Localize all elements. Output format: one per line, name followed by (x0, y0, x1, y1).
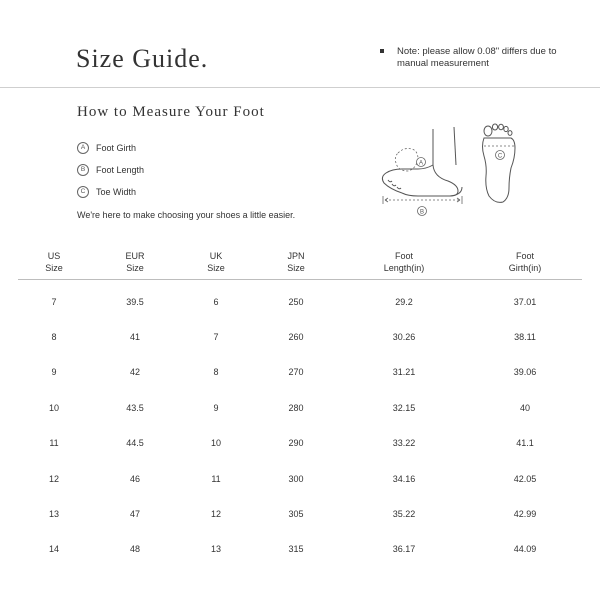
legend-item-foot-girth (77, 137, 144, 159)
cell-eur: 39.5 (126, 296, 144, 307)
cell-jpn: 270 (288, 367, 304, 378)
cell-jpn: 300 (288, 473, 304, 484)
section-title: How to Measure Your Foot (77, 104, 265, 120)
cell-foot-length: 36.17 (392, 544, 416, 555)
cell-foot-girth: 37.01 (513, 296, 537, 307)
cell-jpn: 290 (288, 438, 304, 449)
legend-label: Foot Girth (96, 143, 137, 153)
cell-jpn: 280 (288, 402, 304, 413)
cell-eur: 43.5 (126, 402, 144, 413)
cell-foot-girth: 41.1 (516, 438, 534, 449)
cell-uk: 11 (211, 473, 221, 484)
cell-eur: 41 (129, 332, 140, 343)
header-divider (0, 87, 600, 88)
cell-us: 8 (51, 332, 57, 343)
table-row (18, 532, 582, 567)
header-jpn-size: JPN Size (252, 244, 340, 280)
cell-foot-girth: 38.11 (514, 332, 536, 343)
header-foot-girth: Foot Girth(in) (468, 244, 582, 280)
cell-foot-length: 30.26 (392, 332, 416, 343)
cell-foot-length: 33.22 (392, 438, 416, 449)
marker-b-label: B (419, 209, 425, 216)
legend-label: Toe Width (96, 187, 137, 197)
note-text: Note: please allow 0.08" differs due to manual measurement (397, 46, 557, 69)
measurement-note (385, 46, 585, 70)
cell-foot-length: 31.21 (392, 367, 416, 378)
header-us-size: US Size (18, 244, 90, 280)
table-header-row (18, 244, 582, 280)
table-row (18, 426, 582, 461)
cell-us: 13 (48, 509, 59, 520)
cell-foot-girth: 42.99 (513, 509, 537, 520)
circled-b-icon: B (77, 164, 89, 176)
intro-text: We're here to make choosing your shoes a little easier. (77, 210, 296, 220)
cell-us: 14 (48, 544, 59, 555)
cell-eur: 47 (129, 509, 140, 520)
table-row (18, 319, 582, 354)
legend-item-toe-width (77, 181, 144, 203)
circled-c-icon: C (77, 186, 89, 198)
cell-eur: 46 (129, 473, 140, 484)
header-eur-size: EUR Size (90, 244, 180, 280)
cell-us: 9 (51, 367, 57, 378)
cell-foot-length: 34.16 (392, 473, 416, 484)
circled-a-icon: A (77, 142, 89, 154)
table-row (18, 496, 582, 531)
cell-uk: 9 (213, 402, 219, 413)
cell-uk: 6 (213, 296, 219, 307)
cell-foot-length: 29.2 (395, 296, 413, 307)
cell-eur: 48 (129, 544, 140, 555)
cell-jpn: 250 (288, 296, 304, 307)
cell-foot-length: 32.15 (392, 402, 416, 413)
cell-eur: 44.5 (126, 438, 144, 449)
cell-uk: 8 (213, 367, 219, 378)
marker-a-label: A (418, 160, 424, 167)
legend-label: Foot Length (96, 165, 145, 175)
measurement-legend (77, 137, 144, 203)
table-row (18, 355, 582, 390)
marker-c-label: C (497, 153, 503, 160)
cell-foot-girth: 44.09 (513, 544, 537, 555)
cell-us: 11 (49, 438, 59, 449)
cell-foot-length: 35.22 (392, 509, 416, 520)
legend-item-foot-length (77, 159, 144, 181)
bullet-icon (380, 49, 384, 53)
cell-foot-girth: 40 (519, 402, 530, 413)
cell-us: 12 (48, 473, 59, 484)
cell-uk: 10 (210, 438, 221, 449)
table-row (18, 280, 582, 320)
cell-jpn: 315 (288, 544, 304, 555)
cell-jpn: 305 (288, 509, 304, 520)
header-uk-size: UK Size (180, 244, 252, 280)
foot-sole-view-diagram (475, 122, 525, 207)
cell-uk: 13 (210, 544, 221, 555)
table-row (18, 461, 582, 496)
cell-uk: 7 (213, 332, 219, 343)
size-chart-table (18, 244, 582, 567)
foot-side-view-diagram (378, 125, 468, 220)
cell-us: 7 (51, 296, 57, 307)
cell-foot-girth: 42.05 (513, 473, 537, 484)
cell-foot-girth: 39.06 (513, 367, 537, 378)
cell-jpn: 260 (288, 332, 304, 343)
header-foot-length: Foot Length(in) (340, 244, 468, 280)
cell-us: 10 (48, 402, 59, 413)
cell-eur: 42 (129, 367, 140, 378)
table-row (18, 390, 582, 425)
cell-uk: 12 (210, 509, 221, 520)
page-title: Size Guide. (76, 44, 209, 73)
